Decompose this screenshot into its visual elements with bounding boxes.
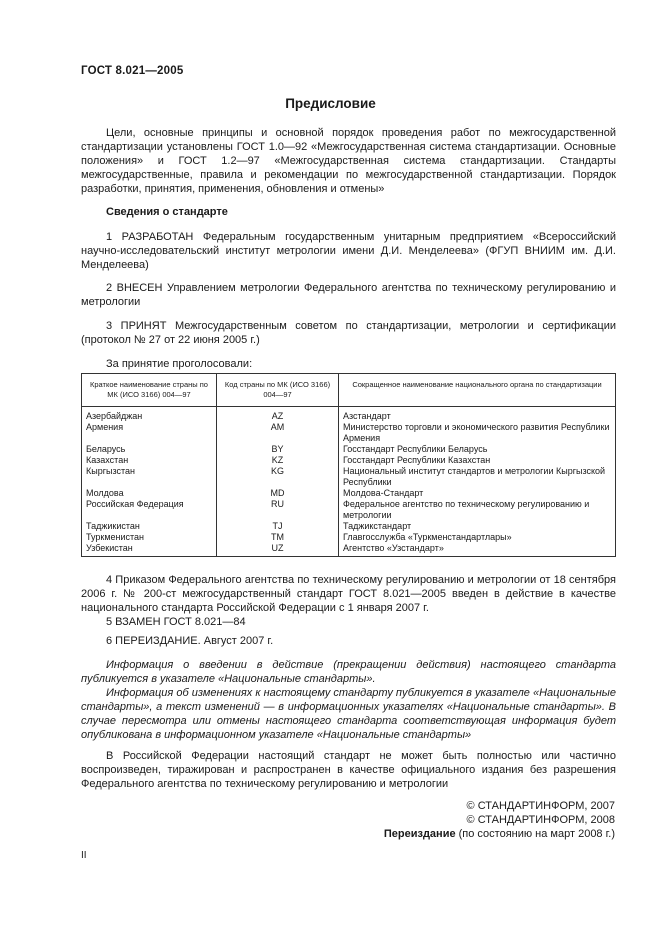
- cell-country: Туркменистан: [82, 532, 217, 543]
- table-row: [82, 543, 616, 557]
- page-title: Предисловие: [285, 96, 376, 111]
- cell-body: Национальный институт стандартов и метрологии Кыргызской Республики: [339, 466, 616, 488]
- cell-code: MD: [217, 488, 339, 499]
- section-heading: Сведения о стандарте: [106, 206, 228, 218]
- cell-country: Узбекистан: [82, 543, 217, 557]
- cell-body: Федеральное агентство по техническому регулированию и метрологии: [339, 499, 616, 521]
- cell-body: Госстандарт Республики Беларусь: [339, 444, 616, 455]
- table-row: [82, 466, 616, 488]
- item-order: 4 Приказом Федерального агентства по техническому регулированию и метрологии от 18 сентября 2006 г. № 200-ст межгосударственный стандарт ГОСТ 8.021—2005 введен в действие в качестве национального стандарта Российской Федерации с 1 января 2007 г.: [81, 574, 616, 614]
- cell-country: Беларусь: [82, 444, 217, 455]
- cell-body: Азстандарт: [339, 407, 616, 423]
- table-row: [82, 532, 616, 543]
- table-row: [82, 444, 616, 455]
- item-introduced: 2 ВНЕСЕН Управлением метрологии Федерального агентства по техническому регулированию и метрологии: [81, 282, 616, 308]
- table-header-body: Сокращенное наименование национального органа по стандартизации: [339, 374, 616, 407]
- cell-body: Госстандарт Республики Казахстан: [339, 455, 616, 466]
- reissue-date: (по состоянию на март 2008 г.): [455, 828, 615, 840]
- table-header-country: Краткое наименование страны по МК (ИСО 3166) 004—97: [82, 374, 217, 407]
- cell-country: Армения: [82, 422, 217, 444]
- intro-paragraph: Цели, основные принципы и основной порядок проведения работ по межгосударственной стандартизации установлены ГОСТ 1.0—92 «Межгосударственная система стандартизации. Основные положения» и ГОСТ 1.2—97 «Межгосударственная система стандартизации. Стандарты межгосударственные, правила и рекомендации по межгосударственной стандартизации. Порядок разработки, принятия, применения, обновления и отмены»: [81, 127, 616, 195]
- info-paragraph-1: Информация о введении в действие (прекращении действия) настоящего стандарта публикуется в указателе «Национальные стандарты».: [81, 659, 616, 685]
- table-row: [82, 455, 616, 466]
- cell-body: Агентство «Узстандарт»: [339, 543, 616, 557]
- cell-code: UZ: [217, 543, 339, 557]
- table-row: [82, 521, 616, 532]
- info-paragraph-2: Информация об изменениях к настоящему стандарту публикуется в указателе «Национальные стандарты», а текст изменений — в информационных указателях «Национальные стандарты». В случае пересмотра или отмены настоящего стандарта соответствующая информация будет опубликована в информационном указателе «Национальные стандарты»: [81, 687, 616, 741]
- copyright-2007: © СТАНДАРТИНФОРМ, 2007: [466, 800, 615, 812]
- table-header-code: Код страны по МК (ИСО 3166) 004—97: [217, 374, 339, 407]
- table-row: [82, 488, 616, 499]
- cell-code: AZ: [217, 407, 339, 423]
- cell-code: AM: [217, 422, 339, 444]
- cell-country: Кыргызстан: [82, 466, 217, 488]
- cell-body: Молдова-Стандарт: [339, 488, 616, 499]
- cell-body: Главгосслужба «Туркменстандартлары»: [339, 532, 616, 543]
- cell-country: Российская Федерация: [82, 499, 217, 521]
- cell-body: Министерство торговли и экономического развития Республики Армения: [339, 422, 616, 444]
- cell-country: Казахстан: [82, 455, 217, 466]
- cell-country: Азербайджан: [82, 407, 217, 423]
- cell-code: BY: [217, 444, 339, 455]
- cell-code: KG: [217, 466, 339, 488]
- reissue-label: Переиздание: [383, 828, 456, 840]
- item-replaces: 5 ВЗАМЕН ГОСТ 8.021—84: [106, 616, 246, 628]
- cell-country: Молдова: [82, 488, 217, 499]
- reissue-note: [384, 828, 615, 840]
- cell-country: Таджикистан: [82, 521, 217, 532]
- cell-code: KZ: [217, 455, 339, 466]
- table-header-row: [82, 374, 616, 407]
- cell-code: RU: [217, 499, 339, 521]
- cell-code: TJ: [217, 521, 339, 532]
- item-adopted: 3 ПРИНЯТ Межгосударственным советом по стандартизации, метрологии и сертификации (протокол № 27 от 22 июня 2005 г.): [81, 320, 616, 346]
- voted-caption: За принятие проголосовали:: [106, 358, 253, 370]
- document-code-header: ГОСТ 8.021—2005: [81, 65, 184, 77]
- cell-code: TM: [217, 532, 339, 543]
- table-row: [82, 499, 616, 521]
- rights-paragraph: В Российской Федерации настоящий стандарт не может быть полностью или частично воспроизведен, тиражирован и распространен в качестве официального издания без разрешения Федерального агентства по техническому регулированию и метрологии: [81, 750, 616, 790]
- table-row: [82, 407, 616, 423]
- table-row: [82, 422, 616, 444]
- cell-body: Таджикстандарт: [339, 521, 616, 532]
- item-reissue: 6 ПЕРЕИЗДАНИЕ. Август 2007 г.: [106, 635, 274, 647]
- item-developed: 1 РАЗРАБОТАН Федеральным государственным унитарным предприятием «Всероссийский научно-исследовательский институт метрологии имени Д.И. Менделеева» (ФГУП ВНИИМ им. Д.И. Менделеева): [81, 231, 616, 271]
- copyright-2008: © СТАНДАРТИНФОРМ, 2008: [466, 814, 615, 826]
- page-number: II: [81, 850, 87, 861]
- country-table: [81, 373, 616, 557]
